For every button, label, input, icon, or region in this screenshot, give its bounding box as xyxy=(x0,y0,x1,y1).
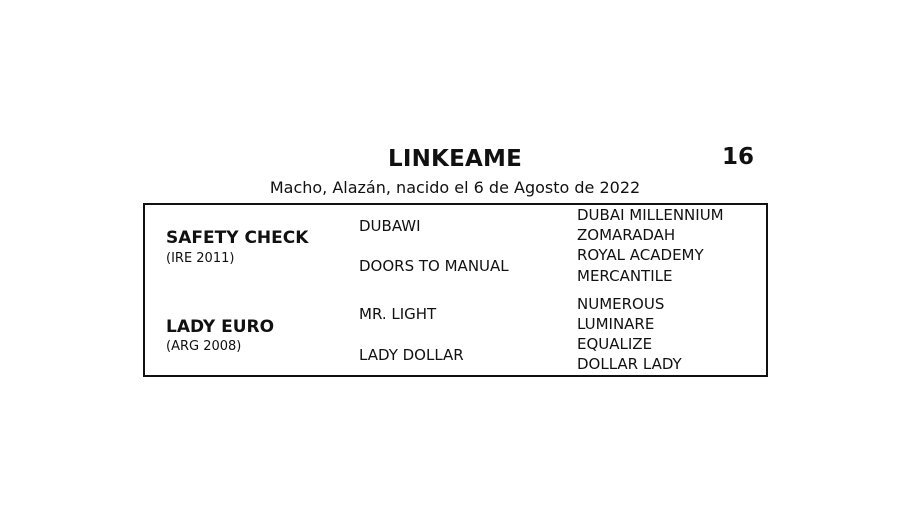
pedigree-table xyxy=(143,203,768,377)
sire-info: (IRE 2011) xyxy=(166,251,235,266)
sire-sire-dam-name: ZOMARADAH xyxy=(577,226,676,244)
dam-dam-name: LADY DOLLAR xyxy=(359,346,464,364)
lot-number: 16 xyxy=(722,144,755,170)
horse-description: Macho, Alazán, nacido el 6 de Agosto de 2022 xyxy=(269,178,641,197)
sire-name: SAFETY CHECK xyxy=(166,228,309,248)
sire-dam-dam-name: MERCANTILE xyxy=(577,267,673,285)
dam-dam-sire-name: EQUALIZE xyxy=(577,335,653,353)
dam-dam-dam-name: DOLLAR LADY xyxy=(577,355,682,373)
sire-sire-name: DUBAWI xyxy=(359,217,421,235)
dam-info: (ARG 2008) xyxy=(166,339,242,354)
horse-name: LINKEAME xyxy=(388,146,522,172)
sire-sire-sire-name: DUBAI MILLENNIUM xyxy=(577,206,724,224)
dam-sire-dam-name: LUMINARE xyxy=(577,315,655,333)
dam-sire-sire-name: NUMEROUS xyxy=(577,295,665,313)
dam-name: LADY EURO xyxy=(166,317,275,337)
dam-sire-name: MR. LIGHT xyxy=(359,305,437,323)
sire-dam-name: DOORS TO MANUAL xyxy=(359,257,509,275)
sire-dam-sire-name: ROYAL ACADEMY xyxy=(577,246,704,264)
